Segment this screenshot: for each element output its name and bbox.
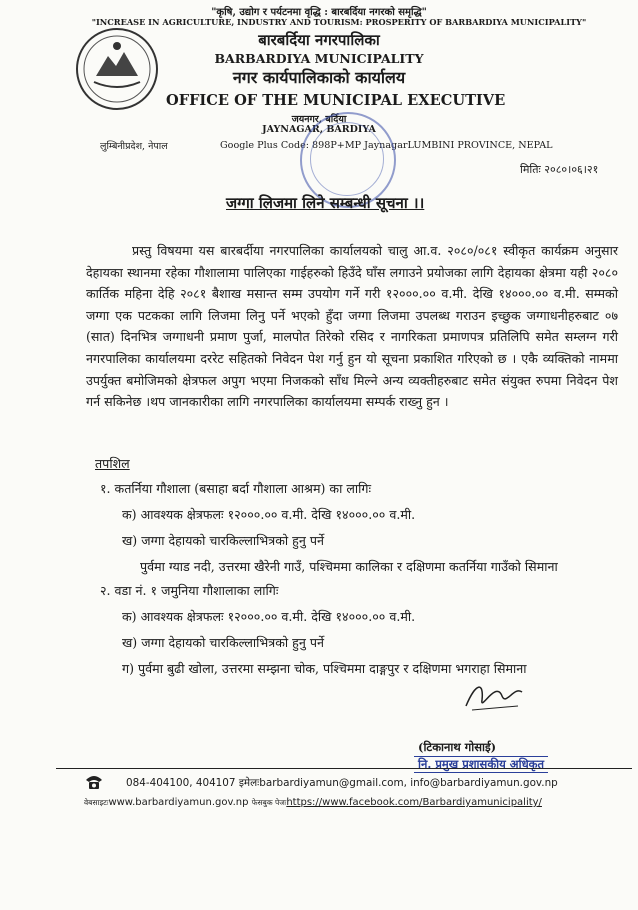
item1-boundary-note: ख) जग्गा देहायको चारकिल्लाभित्रको हुनु पर्ने [122, 533, 324, 548]
item2-boundary-note: ख) जग्गा देहायको चारकिल्लाभित्रको हुनु पर्ने [122, 635, 324, 650]
facebook-link[interactable]: https://www.facebook.com/Barbardiyamunicipality/ [286, 797, 542, 808]
province-np: लुम्बिनीप्रदेश, नेपाल [100, 141, 168, 152]
municipality-name-np: बारबर्दिया नगरपालिका [258, 31, 380, 49]
plus-code: Google Plus Code: 898P+MP JaynagarLUMBINI PROVINCE, NEPAL [220, 140, 553, 151]
footer-divider [56, 768, 632, 769]
website-link[interactable]: www.barbardiyamun.gov.np [108, 797, 249, 808]
motto-en: "INCREASE IN AGRICULTURE, INDUSTRY AND TOURISM: PROSPERITY OF BARBARDIYA MUNICIPALITY" [91, 17, 587, 27]
notice-date: मितिः २०८०।०६।२१ [520, 163, 599, 176]
details-heading: तपशिल [95, 456, 130, 471]
item2-boundaries: ग) पुर्वमा बुढी खोला, उत्तरमा सम्झना चोक, पश्चिममा दाङ्गपुर र दक्षिणमा भगराहा सिमाना [122, 661, 527, 676]
notice-paragraph: प्रस्तु विषयमा यस बारबर्दीया नगरपालिका कार्यालयको चालु आ.व. २०८०/०८१ स्वीकृत कार्यक्रम अनुसार देहायका स्थानमा रहेका गौशालामा पालिएका गाईहरुको हिउँदे घाँस लगाउने प्रयोजका लागि देहायका क्षेत्रमा यही २०८० कार्तिक महिना देहि २०८१ बैशाख मसान्त सम्म उपयोग गर्ने गरी १२०००.०० व.मी. देखि १४०००.०० व.मी. सम्मको जग्गा एक पटकका लागि लिजमा लिनु पर्ने भएको हुँदा जग्गा लिजमा उपलब्ध गराउन इच्छुक जग्गाधनीहरुबाट ०७ (सात) दिनभित्र जग्गाधनी प्रमाण पुर्जा, मालपोत तिरेको रसिद र नागरिकता प्रमाणपत्र प्रतिलिपि समेत सम्लग्न गरी नगरपालिका कार्यालयमा दररेट सहितको निवेदन पेश गर्नु हुन यो सूचना प्रकाशित गरिएको छ । एकै व्यक्तिको नाममा उपर्युक्त बमोजिमको क्षेत्रफल अपुग भएमा निजकको साँध मिल्ने अन्य व्यक्तीहरुबाट समेत संयुक्त रुपमा निवेदन पेश गर्न सकिनेछ ।थप जानकारीका लागि नगरपालिका कार्यालयमा सम्पर्क राख्नु हुन । [86, 243, 618, 410]
handwritten-signature [462, 676, 526, 716]
item1-heading: १. कतर्निया गौशाला (बसाहा बर्दा गौशाला आश्रम) का लागिः [100, 481, 372, 496]
item1-area: क) आवश्यक क्षेत्रफलः १२०००.०० व.मी. देखि १४०००.०० व.मी. [122, 507, 416, 522]
item1-boundaries: पुर्वमा ग्याड नदी, उत्तरमा खैरेनी गाउँ, पश्चिममा कालिका र दक्षिणमा कतर्निया गाउँको सिमाना [140, 559, 558, 574]
office-name-en: OFFICE OF THE MUNICIPAL EXECUTIVE [166, 92, 506, 109]
item2-heading: २. वडा नं. १ जमुनिया गौशालाका लागिः [100, 583, 279, 598]
notice-title: जग्गा लिजमा लिने सम्बन्धी सूचना ।। [226, 194, 425, 212]
footer-contact: 084-404100, 404107 इमेलःbarbardiyamun@gmail.com, info@barbardiyamun.gov.np [126, 777, 558, 789]
item2-area: क) आवश्यक क्षेत्रफलः १२०००.०० व.मी. देखि १४०००.०० व.मी. [122, 609, 416, 624]
website-label: वेबसाइटः [84, 798, 109, 807]
place-np: जयनगर, बर्दिया [291, 114, 347, 125]
office-stamp-inner [310, 122, 384, 196]
facebook-label: फेसबुक पेजः [251, 798, 287, 807]
phone-icon [84, 774, 104, 790]
motto-np: "कृषि, उद्योग र पर्यटनमा वृद्धि : बारबर्दिया नगरको समृद्धि" [211, 7, 427, 18]
office-name-np: नगर कार्यपालिकाको कार्यालय [232, 68, 406, 87]
signatory-name: (टिकानाथ गोसाई) [418, 740, 497, 754]
municipality-name-en: BARBARDIYA MUNICIPALITY [214, 51, 424, 66]
place-en: JAYNAGAR, BARDIYA [262, 124, 376, 135]
signatory-designation: नि. प्रमुख प्रशासकीय अधिकृत [414, 756, 548, 773]
